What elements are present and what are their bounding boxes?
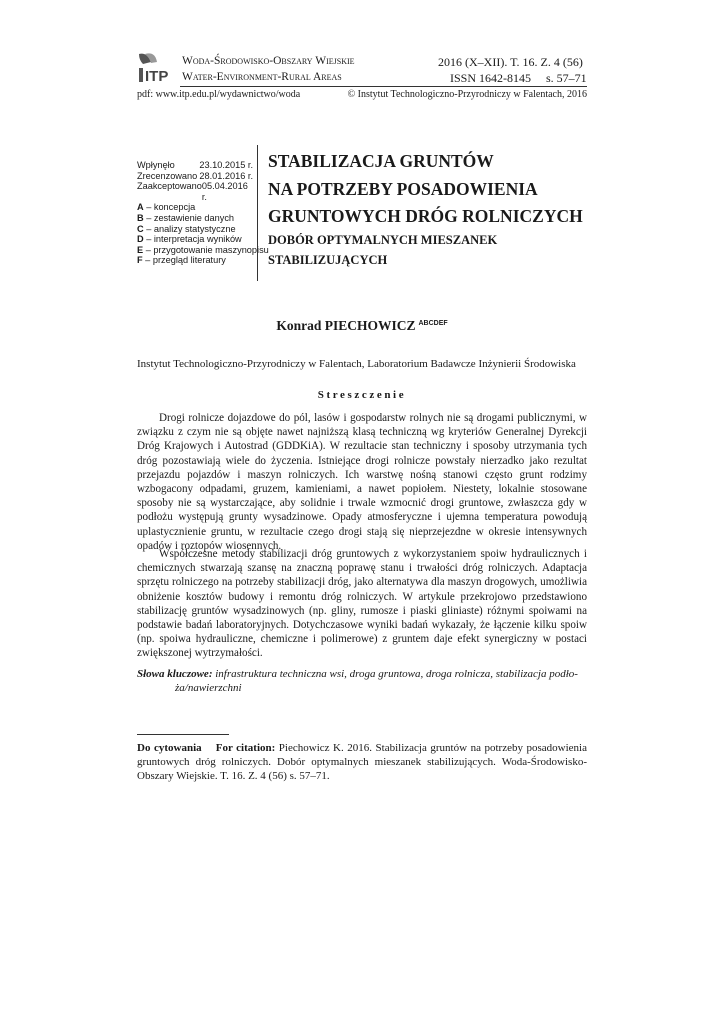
footnote-rule (137, 734, 229, 735)
itp-logo (137, 52, 177, 84)
article-info (137, 160, 269, 266)
header-rule (180, 86, 587, 87)
keywords-label: Słowa kluczowe: (137, 668, 213, 680)
contribution-a: A – koncepcja (137, 202, 196, 213)
abstract-heading: Streszczenie (317, 389, 407, 401)
journal-name-en: Water-Environment-Rural Areas (182, 71, 342, 83)
issue-info: 2016 (X–XII). T. 16. Z. 4 (56) (438, 55, 583, 69)
affiliation: Instytut Technologiczno-Przyrodniczy w Falentach, Laboratorium Badawcze Inżynierii Środowiska (137, 358, 576, 370)
info-divider (257, 145, 258, 281)
author-contrib: ABCDEF (418, 320, 448, 327)
pdf-link[interactable]: pdf: www.itp.edu.pl/wydawnictwo/woda (137, 89, 301, 100)
date-reviewed: Zrecenzowano 28.01.2016 r. (137, 170, 253, 181)
issn-pages: ISSN 1642-8145 s. 57–71 (450, 71, 587, 85)
citation: Do cytowania For citation: Piechowicz K. 2016. Stabilizacja gruntów na potrzeby posadowienia gruntowych dróg rolniczych. Dobór optymalnych mieszanek stabilizujących. Woda-Środowisko-Obszary Wiejskie. T. 16. Z. 4 (56) s. 57–71. (137, 742, 587, 783)
contribution-f: F – przegląd literatury (137, 255, 226, 266)
contribution-b: B – zestawienie danych (137, 212, 235, 223)
contribution-d: D – interpretacja wyników (137, 234, 242, 245)
citation-label: Do cytowania For citation: (137, 742, 276, 754)
abstract-paragraph-1: Drogi rolnicze dojazdowe do pól, lasów i gospodarstw rolnych nie są drogami publicznymi, w związku z czym nie są objęte nawet najniższą klasą techniczną wg kryteriów Generalnej Dyrekcji Dróg Krajowych i Autostrad (GDDKiA). W rezultacie stan techniczny i sposoby utrzymania tych dróg pozostawiają wiele do życzenia. Istniejące drogi rolnicze powstały nierzadko jako rezultat przejazdu pojazdów i maszyn rolniczych. Ich warstwę nośną stanowi często grunt rodzimy wzbogacony odpadami, gruzem, kamieniami, a nawet popiołem. Niestety, lokalnie stosowane sposoby nie są wystarczające, aby solidnie i trwale wzmocnić drogi gruntowe, zwłaszcza gdy w podłożu występują grunty wysadzinowe. Opady atmosferyczne i ujemna temperatura powodują uplastycznienie gruntu, w rezultacie czego drogi stają się nieprzejezdne w okresie intensywnych opadów i roztopów wiosennych. (137, 412, 587, 552)
logo-text: ITP (145, 68, 169, 84)
keywords: Słowa kluczowe: infrastruktura techniczna wsi, droga gruntowa, droga rolnicza, stabilizacja podło- ża/nawierzchni (137, 668, 578, 695)
abstract-paragraph-2: Współczesne metody stabilizacji dróg gruntowych z wykorzystaniem spoiw hydraulicznych i chemicznych stwarzają szansę na znaczną poprawę stanu i trwałości dróg rolniczych. Adaptacja sprzętu rolniczego na potrzeby stabilizacji dróg, jako alternatywa dla maszyn drogowych, umożliwia obniżenie kosztów budowy i remontu dróg rolniczych. W artykule przekrojowo przedstawiono stabilizację gruntów wysadzinowych (np. gliny, rumosze i piaski gliniaste) różnymi spoiwami na podstawie badań laboratoryjnych. Dotychczasowe wyniki badań wykazały, że łączenie kilku spoiw (np. spoiwa hydrauliczne, chemiczne i polimerowe) z gruntem daje efekt synergiczny w postaci zwiększonej wytrzymałości. (137, 548, 587, 660)
paper-subtitle: DOBÓR OPTYMALNYCH MIESZANEK STABILIZUJĄCYCH (268, 233, 498, 267)
date-accepted: Zaakceptowano 05.04.2016 r. (137, 181, 248, 202)
author: Konrad PIECHOWICZ $^{ABCDEF}$ (276, 318, 448, 333)
journal-name-pl: Woda-Środowisko-Obszary Wiejskie (182, 55, 355, 67)
contribution-e: E – przygotowanie maszynopisu (137, 244, 269, 255)
contribution-c: C – analizy statystyczne (137, 223, 236, 234)
paper-title: STABILIZACJA GRUNTÓW NA POTRZEBY POSADOWIENIA GRUNTOWYCH DRÓG ROLNICZYCH (268, 151, 583, 226)
date-received: Wpłynęło 23.10.2015 r. (137, 160, 253, 170)
copyright: © Instytut Technologiczno-Przyrodniczy w Falentach, 2016 (347, 89, 587, 100)
